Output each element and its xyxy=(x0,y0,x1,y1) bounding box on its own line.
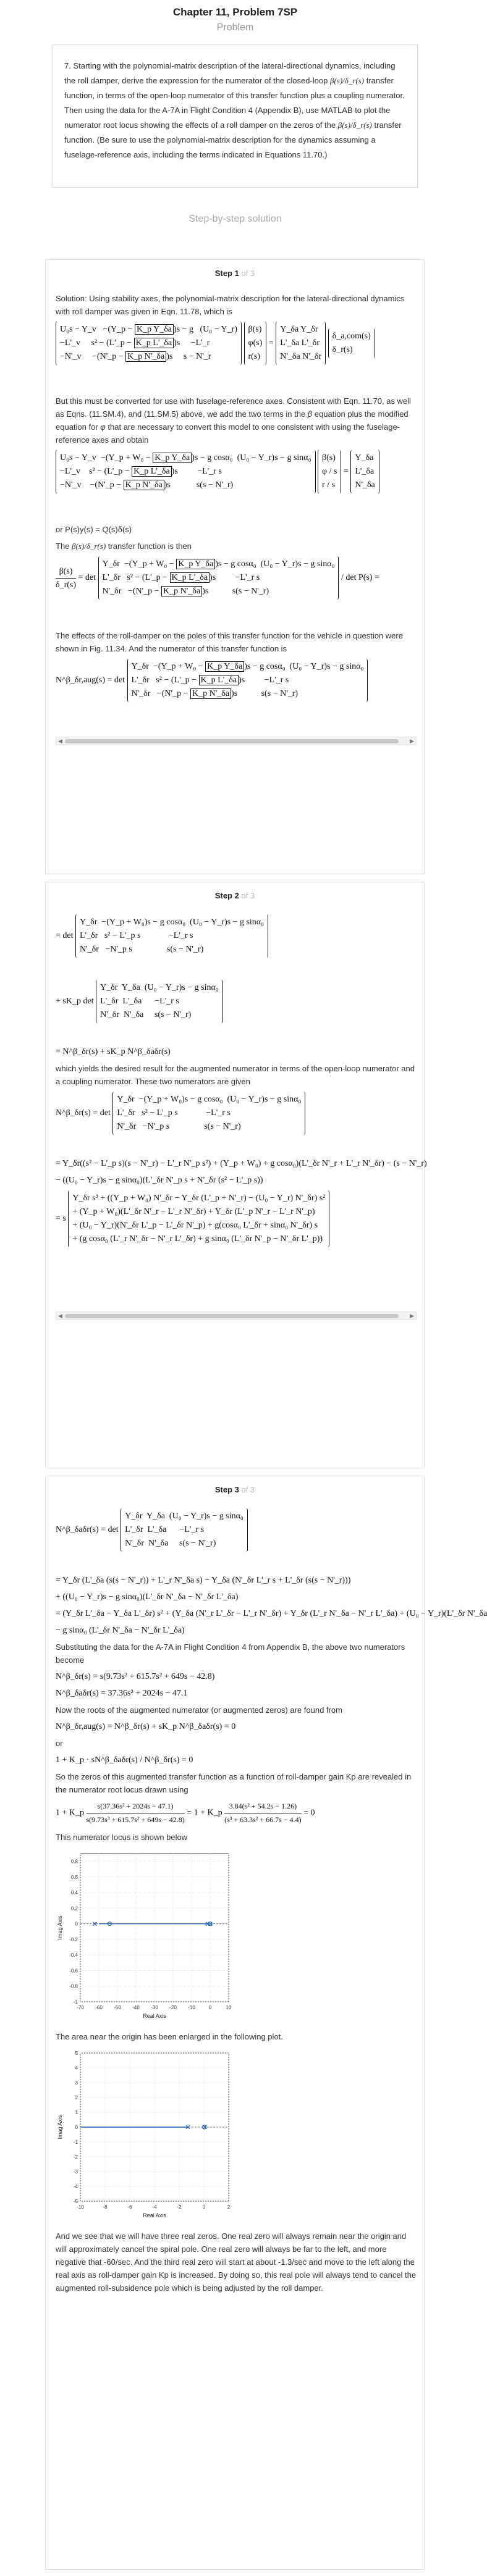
plot1-ytick-label: 0.8 xyxy=(70,1859,78,1865)
scroll-thumb[interactable] xyxy=(65,739,399,743)
plot1-xtick-label: -70 xyxy=(77,2005,84,2010)
page-title: Chapter 11, Problem 7SP xyxy=(172,6,298,18)
plot1-ytick-label: -0.6 xyxy=(69,1968,78,1974)
step-3-of: of 3 xyxy=(241,1485,255,1494)
step-1-text-5: The effects of the roll-damper on the poles of this transfer function for the vehicle in question were shown in Fig. 11.34. And the numerator of this transfer function is xyxy=(56,631,403,653)
plot2-ytick-label: 1 xyxy=(75,2110,78,2115)
scroll-left-icon[interactable]: ◀ xyxy=(58,738,62,744)
step-1-header xyxy=(46,260,424,282)
step-3-eq-c2: + ((U₀ − Y_r)s − g sinα₀)(L'_δr N'_δa − N'_δr L'_δa) xyxy=(56,1592,239,1602)
problem-heading: Problem xyxy=(216,22,254,33)
step-3-eq-aug: N^β_δr,aug(s) = N^β_δr(s) + sK_p N^β_δaδr(s) = 0 xyxy=(56,1722,236,1731)
step-2-eq-det-1: = det Y_δr −(Y_p + W₀)s − g cosα₀ (U₀ − Y_r)s − g sinα₀ L'_δr s² − L'_p s −L'_r s N'_δr −N'_p s s(s − N'_r) xyxy=(56,914,417,976)
step-by-step-heading: Step-by-step solution xyxy=(188,214,282,224)
plot1-xtick-label: -40 xyxy=(132,2005,140,2010)
plot2-ytick-label: -4 xyxy=(73,2184,78,2189)
root-locus-plot-zoom-svg xyxy=(56,2047,241,2226)
step-3-eq-n1: N^β_δr(s) = s(9.73s² + 615.7s² + 649s − 42.8) xyxy=(56,1672,215,1681)
problem-text-4: transfer function. (Be sure to use the polynomial-matrix description for the dynamics assuming a fuselage-reference axis, including the terms indicated in Equations 11.70.) xyxy=(64,120,402,159)
step-2-text-1: which yields the desired result for the augmented numerator in terms of the open-loop numerator and a coupling numerator. These two numerators are given xyxy=(56,1064,415,1086)
problem-tf: β(s)/δ_r(s) xyxy=(329,76,365,85)
step-2-of: of 3 xyxy=(241,891,255,900)
step-3-text-3: or xyxy=(56,1739,63,1748)
plot1-ytick-label: 0.6 xyxy=(70,1874,78,1880)
step-3-eq-c3: = (Y_δr L'_δa − Y_δa L'_δr) s² + (Y_δa (N'_r L'_δr − L'_r N'_δr) + Y_δr (L'_r N'_δa − N'_r L'_δa) + (U₀ − Y_r)(L'_δr N'_δa xyxy=(56,1609,487,1618)
plot1-ytick-label: 0.2 xyxy=(70,1905,78,1912)
scroll-right-icon[interactable]: ▶ xyxy=(410,738,414,744)
step-1-text-2: But this must be converted for use with fuselage-reference axes. Consistent with Eqn. 11.70, as well as Eqns. (11.SM.4), and (11.SM.5) above, we add the two terms in the β equation plus the modified equation for φ that are necessary to convert this model to one consistent with using the fuselage-reference axes and obtain xyxy=(56,396,411,445)
problem-text-3: in terms of the open-loop numerator of this transfer function plus a coupling numerator. Then using the data for the A-7A in Flight Condition 4 (Appendix B), use MATLAB to plot the numerator root locus showing the effects of a roll damper on the zeros of the xyxy=(64,91,405,130)
plot1-ytick-label: -0.4 xyxy=(69,1952,78,1959)
plot2-ytick-label: 2 xyxy=(75,2095,78,2101)
scroll-right-icon[interactable]: ▶ xyxy=(410,1313,414,1319)
plot1-xtick-label: -10 xyxy=(188,2005,195,2010)
step-2-box xyxy=(45,882,425,1468)
step-2-label: Step 2 xyxy=(214,891,239,900)
step-1-box xyxy=(45,259,425,874)
step-2-eq-expand-2: − ((U₀ − Y_r)s − g sinα₀)(L'_δr N'_p s + N'_δr (s² − L'_p s)) xyxy=(56,1176,263,1185)
step-1-label: Step 1 xyxy=(214,269,239,278)
scroll-thumb[interactable] xyxy=(65,1314,399,1318)
step-2-eq-expand-1: = Y_δr((s² − L'_p s)(s − N'_r) − L'_r N'_p s²) + (Y_p + W₀) + g cosα₀)(L'_δr N'_r + L'_r N'_δr) − (s − N'_r) xyxy=(56,1159,427,1168)
step-3-text-4: So the zeros of this augmented transfer function as a function of roll-damper gain Kp are revealed in the numerator root locus drawn using xyxy=(56,1772,412,1794)
plot1-ytick-label: -0.2 xyxy=(69,1936,78,1942)
step-3-header xyxy=(46,1476,424,1499)
step-1-eq-transfer-function: $\frac{\beta(s)}{\delta\_r(s)}$ = det Y_δr −(Y_p + W₀ − K_p Y_δa )s − g cosα₀ (U₀ − Y_r)s − g sinα₀ L'_δr s² − (L'_p − K_p L'_δa )s −L'_r s N'_δr −(N'_p − K_p N'_δa )s s(s − N'_r) / det P(s) = xyxy=(56,556,417,625)
step-1-eq-fuselage-matrix: U₀s − Y_v −(Y_p + W₀ − K_p Y_δa )s − g cosα₀ (U₀ − Y_r)s − g sinα₀ −L'_v s² − (L'_p − K_p L'_δa )s −L'_r s −N'_v −(N'_p − K_p N'_δa )s s(s − N'_r) β(s) φ / s r / s = Y_δa L'_δa N'_δa xyxy=(56,450,417,519)
step-3-label: Step 3 xyxy=(214,1485,239,1494)
plot2-xtick-label: 0 xyxy=(202,2204,206,2210)
plot1-ytick-label: 0.4 xyxy=(70,1890,78,1896)
step-3-text-1: Substituting the data for the A-7A in Flight Condition 4 from Appendix B, the above two numerators become xyxy=(56,1642,405,1665)
step-3-box xyxy=(45,1476,487,2570)
step-3-eq-c1: = Y_δr (L'_δa (s(s − N'_r)) + L'_r N'_δa s) − Y_δa (N'_δr L'_r s + L'_δr (s(s − N'_r))) xyxy=(56,1576,351,1585)
plot1-xlabel: Real Axis xyxy=(143,2013,166,2019)
plot2-xtick-label: 2 xyxy=(227,2204,231,2210)
step-3-eq-rootlocus: 1 + K_p $\frac{\text{s(37.36s² + 2024s − 47.1)}}{\text{s(9.73s³ + 615.7s² + 649s − 42.8)}}$ = 1 + K_p $\frac{\text{3.84(s² + 54.2s − 1.26)}}{\text{(s³ + 63.3s² + 66.7s − 4.4)}}$ = 0 xyxy=(56,1800,417,1827)
plot2-xtick-label: -4 xyxy=(152,2204,157,2210)
step-3-eq-n2: N^β_δaδr(s) = 37.36s² + 2024s − 47.1 xyxy=(56,1689,188,1698)
step-2-eq-det-2: + sK_p det Y_δr Y_δa (U₀ − Y_r)s − g sinα₀ L'_δr L'_δa −L'_r s N'_δr N'_δa s(s − N'_r) xyxy=(56,980,417,1042)
step-1-eq-numerator: N^β_δr,aug(s) = det Y_δr −(Y_p + W₀ − K_p Y_δa )s − g cosα₀ (U₀ − Y_r)s − g sinα₀ L'_δr s² − (L'_p − K_p L'_δa )s −L'_r s N'_δr −(N'_p − K_p N'_δa )s s(s − N'_r) xyxy=(56,659,417,733)
plot1-ytick-label: 0 xyxy=(75,1921,78,1927)
step-3-text-2: Now the roots of the augmented numerator (or augmented zeros) are found from xyxy=(56,1705,342,1715)
plot1-xtick-label: -20 xyxy=(169,2005,177,2010)
step-1-text-3: or P(s)y(s) = Q(s)δ(s) xyxy=(56,525,132,534)
plot2-ytick-label: -2 xyxy=(73,2154,78,2160)
plot1-xtick-label: 0 xyxy=(208,2005,212,2010)
plot2-ytick-label: 5 xyxy=(75,2051,78,2056)
problem-text-1: 7. Starting with the polynomial-matrix description of the lateral-directional dynamics, including the roll damper, derive the expression for the numerator of the closed-loop xyxy=(64,61,396,85)
step-3-eq-coupling-det: N^β_δaδr(s) = det Y_δr Y_δa (U₀ − Y_r)s − g sinα₀ L'_δr L'_δa −L'_r s N'_δr N'_δa s(s − N'_r) xyxy=(56,1508,417,1570)
plot1-xtick-label: 10 xyxy=(226,2005,232,2010)
problem-tf-2: β(s)/δ_r(s) xyxy=(337,120,372,130)
step-1-eq-stability-matrix: U₀s − Y_v −(Y_p − K_p Y_δa )s − g (U₀ − Y_r) −L'_v s² − (L'_p − K_p L'_δa )s −L'_r −N'_v −(N'_p − K_p N'_δa )s s − N'_r β(s) φ(s) r(s) = Y_δa Y_δr L'_δa L'_δr N'_δa N'_δr δ_a,com(s) δ_r(s) xyxy=(56,322,417,391)
step-2-header xyxy=(46,882,424,905)
plot2-ytick-label: 3 xyxy=(75,2080,78,2086)
plot2-xtick-label: -2 xyxy=(177,2204,182,2210)
scroll-left-icon[interactable]: ◀ xyxy=(58,1313,62,1319)
step-2-scrollbar[interactable] xyxy=(56,1311,417,1320)
plot1-ytick-label: -0.8 xyxy=(69,1983,78,1989)
plot2-ytick-label: -1 xyxy=(73,2139,78,2145)
plot1-xtick-label: -30 xyxy=(151,2005,158,2010)
plot2-ylabel: Imag Axis xyxy=(57,2115,63,2139)
root-locus-plot-full xyxy=(56,1847,417,2026)
step-2-eq-openloop-det: N^β_δr(s) = det Y_δr −(Y_p + W₀)s − g cosα₀ (U₀ − Y_r)s − g sinα₀ L'_δr s² − L'_p s −L'_r s N'_δr −N'_p s s(s − N'_r) xyxy=(56,1092,417,1153)
step-1-scrollbar[interactable] xyxy=(56,737,417,745)
step-3-text-5: This numerator locus is shown below xyxy=(56,1833,188,1842)
step-3-eq-c4: − g sinα₀ (L'_δr N'_δa − N'_δr L'_δa) xyxy=(56,1626,185,1635)
step-1-text-1: Solution: Using stability axes, the polynomial-matrix description for the lateral-directional dynamics with roll damper was given in Eqn. 11.78, which is xyxy=(56,294,405,316)
plot1-xtick-label: -50 xyxy=(114,2005,121,2010)
step-1-text-4: The β(s)/δ_r(s) transfer function is then xyxy=(56,542,192,551)
plot2-ytick-label: 0 xyxy=(75,2125,78,2130)
plot1-ylabel: Imag Axis xyxy=(57,1915,63,1940)
step-3-eq-ratio: 1 + K_p · sN^β_δaδr(s) / N^β_δr(s) = 0 xyxy=(56,1755,193,1765)
problem-statement-box xyxy=(53,44,418,188)
step-1-of: of 3 xyxy=(241,269,255,278)
step-3-text-6: The area near the origin has been enlarged in the following plot. xyxy=(56,2032,283,2041)
root-locus-plot-full-svg xyxy=(56,1847,241,2026)
plot2-xlabel: Real Axis xyxy=(143,2212,166,2218)
plot2-xtick-label: -8 xyxy=(103,2204,108,2210)
plot2-ytick-label: -3 xyxy=(73,2169,78,2175)
plot1-ytick-label: -1 xyxy=(73,1999,78,2005)
plot2-ytick-label: 4 xyxy=(75,2065,78,2071)
step-2-eq-result: = N^β_δr(s) + sK_p N^β_δaδr(s) xyxy=(56,1047,171,1056)
plot1-xtick-label: -60 xyxy=(95,2005,103,2010)
step-3-text-7: And we see that we will have three real zeros. One real zero will always remain near the origin and will approximately cancel the spiral pole. One real zero will always be far to the left, and more negative that -60/sec. And the third real zero will start at about -1.3/sec and move to the left along the real axis as roll-damper gain Kp is increased. By doing so, this real pole will always tend to cancel the augmented roll-subsidence pole which is being adjusted by the roll damper. xyxy=(56,2231,417,2293)
problem-text-2: transfer function, xyxy=(64,76,394,100)
plot2-xtick-label: -10 xyxy=(77,2204,84,2210)
plot2-xtick-label: -6 xyxy=(127,2204,132,2210)
step-2-eq-expand-3: = s Y_δr s³ + ((Y_p + W₀) N'_δr − Y_δr (L'_p + N'_r) − (U₀ − Y_r) N'_δr) s² + (Y_p + W₀)(L'_δr N'_r − L'_r N'_δr) + Y_δr (L'_p N'_r − L'_r N'_p) + (U₀ − Y_r)(N'_δr L'_p − L'_δr N'_p) + g(cosα₀ L'_δr + sinα₀ N'_δr) s + (g cosα₀ (L'_r N'_δr − N'_r L'_δr) + g sinα₀ (L'_δr N'_p − N'_δr L'_p)) xyxy=(56,1190,417,1308)
root-locus-plot-zoom xyxy=(56,2047,417,2226)
plot2-ytick-label: -5 xyxy=(73,2199,78,2204)
